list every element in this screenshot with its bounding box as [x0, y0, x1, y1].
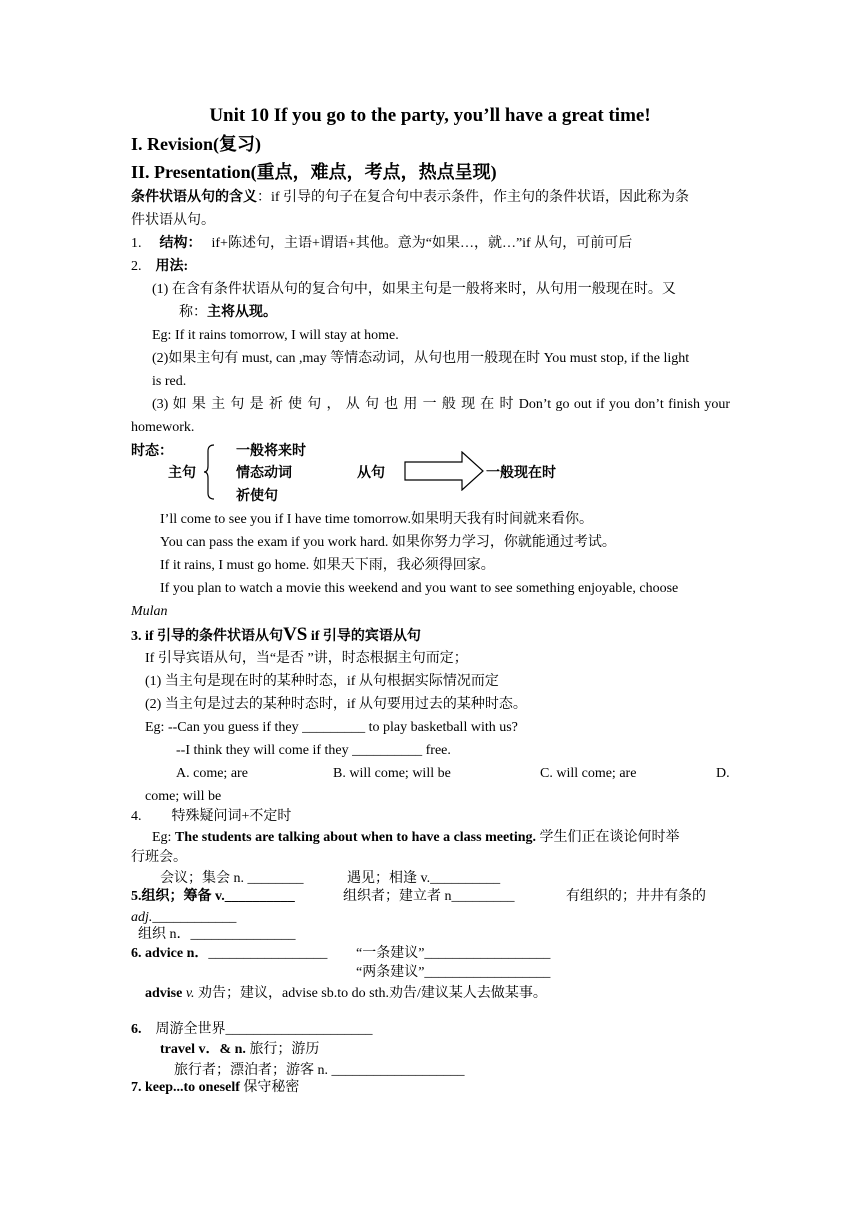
structure-line	[131, 235, 632, 253]
usage-3-line-1: (3) 如 果 主 句 是 祈 使 句 ， 从 句 也 用 一 般 现 在 时 Don’t go out if you don’t finish your	[152, 397, 730, 412]
example-translation: 学生们正在谈论何时举	[536, 830, 680, 845]
advice-one: “一条建议”__________________	[356, 946, 551, 961]
item-number: 6.	[131, 1022, 142, 1037]
option-d: D.	[716, 766, 730, 781]
vocab-organizer: 组织者；建立者 n_________	[343, 889, 515, 904]
usage-label: 用法:	[155, 259, 189, 274]
section-6b-heading	[131, 1021, 373, 1039]
item-number: 1.	[131, 236, 142, 251]
section-5-line-1a	[131, 888, 295, 906]
advice-blank: _________________	[208, 946, 328, 961]
vocab-meeting: 会议；集会 n. ________	[160, 871, 304, 886]
section-3-line-1: If 引导宾语从句，当“是否 ”讲，时态根据主句而定；	[145, 651, 468, 666]
travel-meaning: 旅行；游历	[245, 1042, 320, 1057]
section-3-heading	[131, 626, 421, 646]
section-3-example-a: --I think they will come if they __________ free.	[176, 743, 451, 758]
section-4-example-end: 行班会。	[131, 850, 187, 865]
item-number: 4.	[131, 809, 142, 824]
tense-future: 一般将来时	[236, 444, 306, 459]
right-arrow-icon	[404, 451, 484, 491]
section-3-example-q: Eg: --Can you guess if they _________ to play basketball with us?	[145, 720, 518, 735]
simple-present-label: 一般现在时	[486, 466, 556, 481]
heading-part: 3. if 引导的条件状语从句	[131, 629, 284, 644]
definition-line-2: 件状语从句。	[131, 213, 215, 228]
section-3-line-2: (1) 当主句是现在时的某种时态，if 从句根据实际情况而定	[145, 674, 499, 689]
travel-world: 周游全世界_____________________	[155, 1022, 373, 1037]
traveler-line: 旅行者；漂泊者；游客 n. ___________________	[174, 1063, 465, 1078]
usage-1-line-2	[179, 304, 277, 322]
section-6a-line-1	[131, 945, 327, 963]
vocab-organized-blank: adj.____________	[131, 910, 237, 925]
advise-line	[145, 985, 547, 1003]
usage-3-line-2: homework.	[131, 420, 195, 435]
page-title: Unit 10 If you go to the party, you’ll have a great time!	[209, 105, 651, 126]
option-d-text: come; will be	[145, 789, 222, 804]
option-a: A. come; are	[176, 766, 248, 781]
advice-label: 6. advice n．	[131, 946, 209, 961]
usage-1-text: 称：	[179, 305, 207, 320]
travel-line	[160, 1041, 319, 1059]
example-line-2: You can pass the exam if you work hard. 如果你努力学习，你就能通过考试。	[160, 535, 616, 550]
example-line-4: If you plan to watch a movie this weekend and you want to see something enjoyable, choose	[160, 581, 679, 596]
section-4-heading	[131, 808, 291, 826]
definition-label: 条件状语从句的含义	[131, 190, 257, 205]
section-4-title: 特殊疑问词+不定时	[171, 809, 292, 824]
advise-meaning: 劝告；建议，advise sb.to do sth.劝告/建议某人去做某事。	[194, 986, 547, 1001]
usage-2-line-1: (2)如果主句有 must, can ,may 等情态动词，从句也用一般现在时 You must stop, if the light	[152, 351, 690, 366]
keep-to-oneself: 7. keep...to oneself	[131, 1080, 240, 1095]
section-revision-heading: I. Revision(复习)	[131, 134, 261, 154]
example-line-4-end: Mulan	[131, 604, 168, 619]
definition-text: ：if 引导的句子在复合句中表示条件，作主句的条件状语，因此称为条	[257, 190, 690, 205]
left-brace-icon	[203, 444, 215, 500]
main-clause-label: 主句	[168, 466, 196, 481]
option-c: C. will come; are	[540, 766, 637, 781]
option-b: B. will come; will be	[333, 766, 451, 781]
structure-label: 结构：	[159, 236, 202, 251]
vocab-organization: 组织 n．_______________	[138, 927, 296, 942]
item-number: 2.	[131, 259, 142, 274]
section-7-line	[131, 1079, 299, 1097]
structure-text: if+陈述句，主语+谓语+其他。意为“如果…，就…”if 从句，可前可后	[211, 236, 633, 251]
section-presentation-heading: II. Presentation(重点，难点，考点，热点呈现)	[131, 162, 497, 182]
tense-imperative: 祈使句	[236, 489, 278, 504]
vocab-meet: 遇见；相逢 v.__________	[347, 871, 501, 886]
advice-two: “两条建议”__________________	[356, 965, 551, 980]
example-line-1: I’ll come to see you if I have time tomorrow.如果明天我有时间就来看你。	[160, 512, 594, 527]
usage-1-rule: 主将从现。	[207, 305, 277, 320]
example-1: Eg: If it rains tomorrow, I will stay at home.	[152, 328, 399, 343]
usage-1-line-1: (1) 在含有条件状语从句的复合句中，如果主句是一般将来时，从句用一般现在时。又	[152, 282, 676, 297]
keep-meaning: 保守秘密	[239, 1080, 300, 1095]
heading-part: if 引导的宾语从句	[307, 629, 421, 644]
eg-prefix: Eg:	[152, 830, 175, 845]
usage-2-line-2: is red.	[152, 374, 187, 389]
vocab-organized: 有组织的；井井有条的	[566, 889, 706, 904]
tense-label: 时态：	[131, 444, 173, 459]
section-4-example	[152, 829, 680, 847]
vs-label: VS	[283, 624, 308, 645]
tense-modal: 情态动词	[236, 466, 292, 481]
sub-clause-label: 从句	[357, 466, 385, 481]
usage-heading	[131, 258, 188, 276]
example-line-3: If it rains, I must go home. 如果天下雨，我必须得回家。	[160, 558, 495, 573]
vocab-organize: 5.组织；筹备 v.__________	[131, 889, 295, 904]
travel-word: travel v．& n.	[160, 1042, 246, 1057]
advise-word: advise	[145, 986, 183, 1001]
advise-pos: v.	[182, 986, 195, 1001]
example-sentence: The students are talking about when to have a class meeting.	[174, 830, 536, 845]
definition-line-1	[131, 189, 689, 207]
section-3-line-3: (2) 当主句是过去的某种时态时，if 从句要用过去的某种时态。	[145, 697, 527, 712]
